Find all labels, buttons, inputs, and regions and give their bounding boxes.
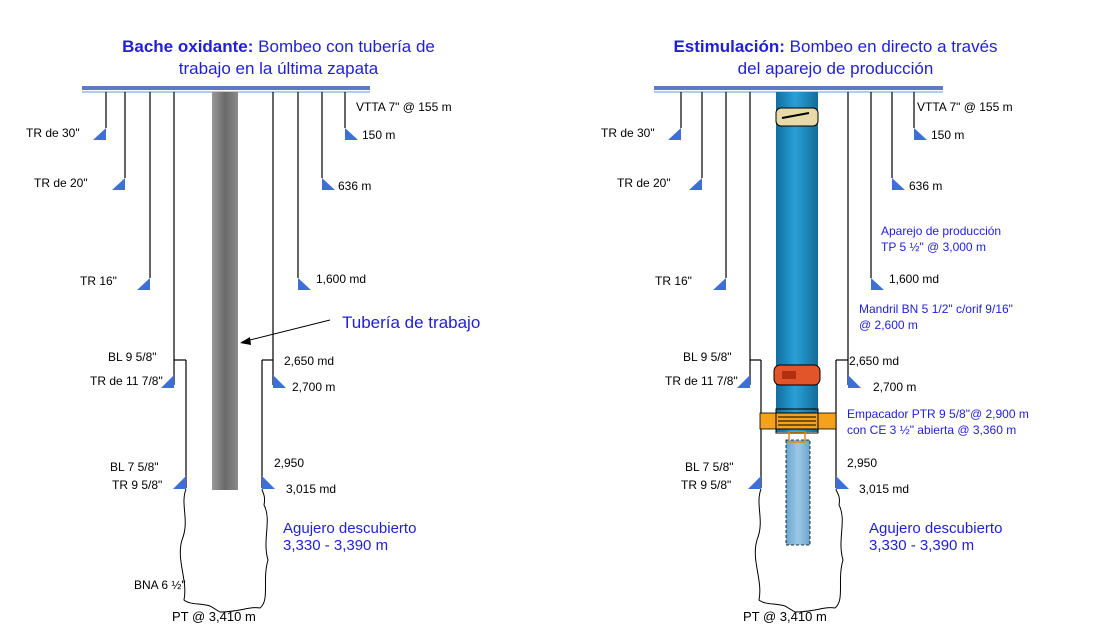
- right-shoe-16-l: [713, 278, 726, 290]
- right-label-aparejo2: TP 5 ½" @ 3,000 m: [881, 240, 986, 254]
- left-label-2700m: 2,700 m: [292, 380, 336, 394]
- left-label-2650md: 2,650 md: [284, 354, 335, 368]
- right-label-tr1178: TR de 11 7/8": [665, 374, 738, 388]
- right-label-agujero2: 3,330 - 3,390 m: [869, 537, 975, 554]
- left-label-636m: 636 m: [338, 179, 372, 193]
- right-tail-pipe: [786, 440, 810, 545]
- right-shoe-1178-l: [737, 375, 750, 388]
- right-label-tr30: TR de 30": [601, 126, 655, 140]
- right-label-mandril1: Mandril BN 5 1/2" c/orif 9/16": [859, 302, 1013, 316]
- right-label-vtta: VTTA 7" @ 155 m: [917, 100, 1013, 114]
- left-label-tr30: TR de 30": [26, 126, 80, 140]
- right-label-2650md: 2,650 md: [849, 354, 900, 368]
- left-shoe-958-r: [262, 476, 275, 489]
- right-label-empacador2: con CE 3 ½" abierta @ 3,360 m: [847, 423, 1017, 437]
- right-shoe-958-r: [836, 476, 849, 489]
- left-open-hole: [180, 489, 268, 612]
- left-work-string: [212, 92, 238, 490]
- left-label-3015md: 3,015 md: [286, 482, 337, 496]
- left-shoe-958-l: [173, 476, 186, 489]
- right-shoe-20-l: [689, 178, 702, 190]
- left-label-agujero1: Agujero descubierto: [283, 520, 417, 537]
- left-shoe-30-l: [93, 128, 106, 140]
- left-label-tr1178: TR de 11 7/8": [90, 374, 163, 388]
- right-mandrel: [774, 365, 820, 385]
- right-shoe-1178-r: [848, 375, 861, 388]
- right-label-150m: 150 m: [931, 128, 965, 142]
- left-shoe-1178-r: [273, 375, 286, 388]
- right-label-2950: 2,950: [847, 456, 878, 470]
- left-label-bl758: BL 7 5/8": [110, 460, 159, 474]
- left-label-bl958: BL 9 5/8": [108, 350, 157, 364]
- right-label-1600md: 1,600 md: [889, 272, 940, 286]
- right-label-tr958: TR 9 5/8": [681, 478, 732, 492]
- left-label-agujero2: 3,330 - 3,390 m: [283, 537, 389, 554]
- right-label-636m: 636 m: [909, 179, 943, 193]
- right-label-aparejo1: Aparejo de producción: [881, 224, 1002, 238]
- left-label-2950: 2,950: [274, 456, 305, 470]
- left-shoe-1178-l: [161, 375, 174, 388]
- left-label-vtta: VTTA 7" @ 155 m: [356, 100, 452, 114]
- left-shoe-16-r: [298, 278, 311, 290]
- right-wellbore-panel: [557, 0, 1114, 637]
- right-title-rest: Bombeo en directo a través: [784, 37, 998, 56]
- right-shoe-30-l: [668, 128, 681, 140]
- left-shoe-16-l: [137, 278, 150, 290]
- left-label-1600md: 1,600 md: [316, 272, 367, 286]
- right-shoe-958-l: [748, 476, 761, 489]
- right-label-2700m: 2,700 m: [873, 380, 917, 394]
- left-label-tr958: TR 9 5/8": [112, 478, 163, 492]
- right-label-bl958: BL 9 5/8": [683, 350, 732, 364]
- left-label-tr16: TR 16": [80, 274, 117, 288]
- right-label-agujero1: Agujero descubierto: [869, 520, 1003, 537]
- right-label-mandril2: @ 2,600 m: [859, 318, 918, 332]
- right-label-3015md: 3,015 md: [859, 482, 910, 496]
- left-shoe-20-r: [322, 178, 335, 190]
- left-label-pt: PT @ 3,410 m: [172, 609, 256, 624]
- right-label-empacador1: Empacador PTR 9 5/8"@ 2,900 m: [847, 407, 1029, 421]
- left-shoe-30-r: [345, 128, 358, 140]
- left-label-150m: 150 m: [362, 128, 396, 142]
- right-title-line2: del aparejo de producción: [737, 59, 934, 78]
- left-shoe-20-l: [112, 178, 125, 190]
- right-shoe-16-r: [871, 278, 884, 290]
- left-title-bold: Bache oxidante:: [122, 37, 254, 56]
- left-tuberia-arrow: [242, 320, 330, 342]
- right-wellbore-diagram: [557, 0, 1114, 637]
- left-title-rest: Bombeo con tubería de: [253, 37, 435, 56]
- right-label-bl758: BL 7 5/8": [685, 460, 734, 474]
- left-label-tr20: TR de 20": [34, 176, 88, 190]
- right-label-tr16: TR 16": [655, 274, 692, 288]
- right-shoe-30-r: [914, 128, 927, 140]
- left-title-line2: trabajo en la última zapata: [178, 59, 379, 78]
- right-shoe-20-r: [892, 178, 905, 190]
- left-label-bna: BNA 6 ½": [134, 578, 186, 592]
- right-title-bold: Estimulación:: [673, 37, 785, 56]
- right-label-pt: PT @ 3,410 m: [743, 609, 827, 624]
- left-label-tuberia: Tubería de trabajo: [342, 313, 481, 332]
- right-label-tr20: TR de 20": [617, 176, 671, 190]
